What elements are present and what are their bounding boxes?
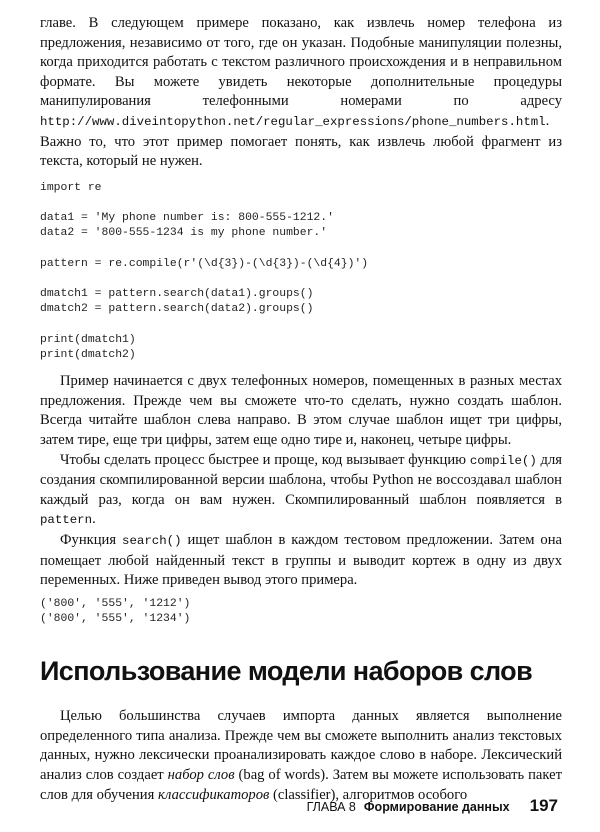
page-content [40, 14, 562, 805]
paragraph-pattern-explanation: Пример начинается с двух телефонных номеров, помещенных в разных местах предложения. Прежде чем вы сможете что-то сделать, нужно создать шаблон. Всегда читайте шаблон слева направо. В этом случае шаблон ищет три цифры, затем тире, еще три цифры, затем еще одно тире и, наконец, четыре цифры. [40, 373, 562, 448]
term-bag-of-words: набор слов [167, 766, 235, 783]
compile-text-3: . [92, 511, 96, 528]
intro-text-start: главе. В следующем примере показано, как извлечь номер телефона из предложения, независимо от того, где он указан. Подобные манипуляции полезны, когда приходится работать с текстом различного происхождения и в неправильном формате. Вы можете увидеть некоторые дополнительные процедуры манипулирования телефонными номерами по адресу [40, 15, 562, 110]
footer-chapter-title: Формирование данных [363, 800, 510, 814]
phone-numbers-url: http://www.diveintopython.net/regular_expressions/phone_numbers.html [40, 114, 546, 129]
paragraph-search-explanation [40, 531, 562, 591]
code-block-regex: import re data1 = 'My phone number is: 800-555-1212.' data2 = '800-555-1234 is my phone number.' pattern = re.compile(r'(\d{3})-(\d{3})-(\d{4})') dmatch1 = pattern.search(data1).groups() dmatch2 = pattern.search(data2).groups() print(dmatch1) print(dmatch2) [40, 181, 369, 361]
compile-text-1: Чтобы сделать процесс быстрее и проще, код вызывает функцию [60, 451, 470, 468]
page-number: 197 [529, 796, 558, 815]
bow-text-2: (bag of words). Затем вы можете использовать пакет слов для обучения [40, 766, 562, 803]
paragraph-bag-of-words [40, 707, 562, 805]
footer-chapter: ГЛАВА 8 [306, 800, 356, 814]
code-search: search() [122, 533, 182, 548]
search-text-1: Функция [60, 531, 123, 548]
term-classifiers: классификаторов [157, 786, 270, 803]
bow-text-3: (classifier), алгоритмов особого [269, 786, 468, 803]
search-text-2: ищет шаблон в каждом тестовом предложении. Затем она помещает любой найденный текст в группы и выводит кортеж в одну из двух переменных. Ниже приведен вывод этого примера. [40, 531, 562, 589]
code-block-output: ('800', '555', '1212') ('800', '555', '1234') [40, 597, 191, 625]
compile-text-2: для создания скомпилированной версии шаблона, чтобы Python не воссоздавал шаблон каждый раз, когда он вам нужен. Скомпилированный шаблон появляется в [40, 451, 562, 508]
section-heading: Использование модели наборов слов [40, 656, 533, 687]
bow-text-1: Целью большинства случаев импорта данных является выполнение определенного типа анализа. Прежде чем вы сможете выполнить анализ текстовых данных, нужно лексически проанализировать каждое слово в наборе. Лексический анализ слов создает [40, 708, 562, 783]
intro-paragraph [40, 14, 562, 172]
paragraph-compile-explanation [40, 451, 562, 531]
intro-text-end: . Важно то, что этот пример помогает понять, как извлечь любой фрагмент из текста, который не нужен. [40, 112, 562, 170]
code-pattern: pattern [40, 513, 93, 528]
page-footer [307, 796, 558, 816]
code-compile: compile() [469, 453, 537, 468]
